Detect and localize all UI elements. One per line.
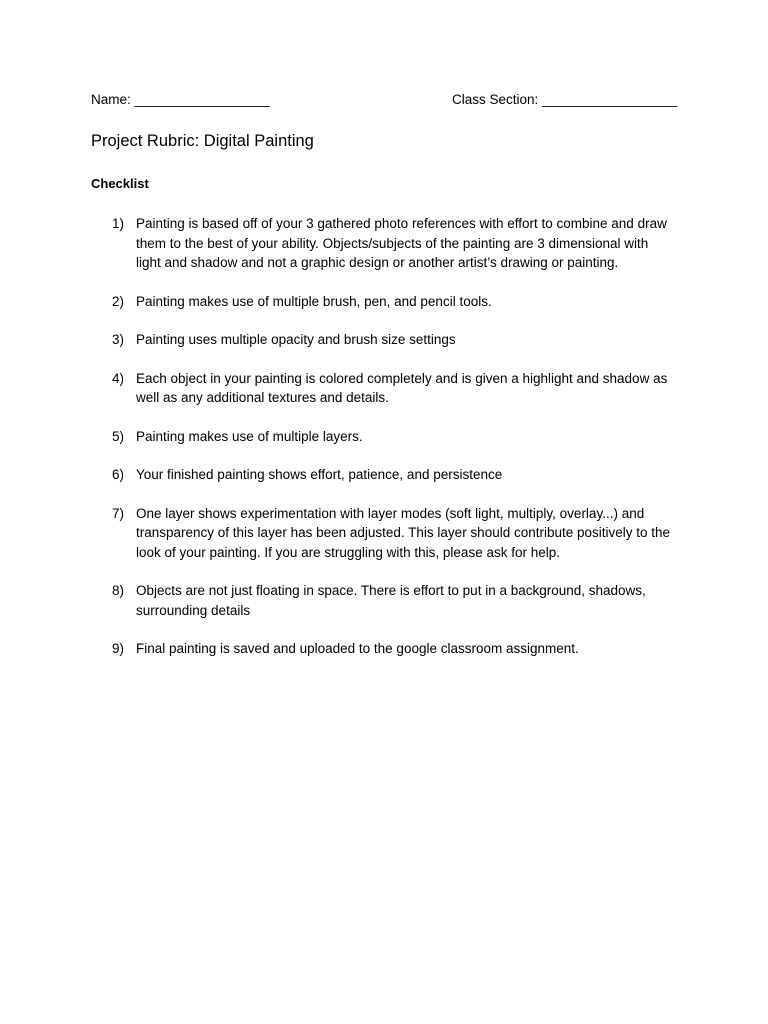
list-item [112,504,672,563]
item-text: Each object in your painting is colored completely and is given a highlight and shadow as well as any additional textures and details. [136,370,668,405]
checklist-heading: Checklist [91,176,149,191]
checklist [112,214,672,678]
class-section-field: Class Section: __________________ [452,92,678,107]
item-text: Painting makes use of multiple layers. [136,428,363,444]
page-title: Project Rubric: Digital Painting [91,132,314,150]
item-text: Your finished painting shows effort, patience, and persistence [136,467,503,482]
item-number: 6) [112,467,125,482]
item-number: 4) [112,370,125,386]
item-number: 7) [112,505,125,521]
item-number: 8) [112,583,125,598]
list-item [112,292,672,312]
header-row [91,92,681,112]
item-text: Objects are not just floating in space. There is effort to put in a background, shadows, surrounding details [136,583,646,618]
list-item [112,214,672,273]
list-item [112,369,672,408]
list-item [112,330,672,350]
item-text: Final painting is saved and uploaded to the google classroom assignment. [136,641,579,656]
item-number: 3) [112,332,125,347]
item-text: Painting makes use of multiple brush, pen, and pencil tools. [136,293,492,309]
name-field: Name: __________________ [91,92,270,107]
item-text: Painting is based off of your 3 gathered photo references with effort to combine and draw them to the best of your ability. Objects/subjects of the painting are 3 dimensional with light and shadow and not a graphic design or another artist’s drawing or painting. [136,216,667,270]
list-item [112,427,672,447]
item-text: Painting uses multiple opacity and brush size settings [136,332,456,347]
list-item [112,465,672,485]
item-text: One layer shows experimentation with layer modes (soft light, multiply, overlay...) and transparency of this layer has been adjusted. This layer should contribute positively to the look of your painting. If you are struggling with this, please ask for help. [136,505,671,560]
item-number: 2) [112,293,125,309]
item-number: 1) [112,216,125,231]
list-item [112,639,672,659]
item-number: 9) [112,641,125,656]
item-number: 5) [112,428,125,444]
list-item [112,581,672,620]
